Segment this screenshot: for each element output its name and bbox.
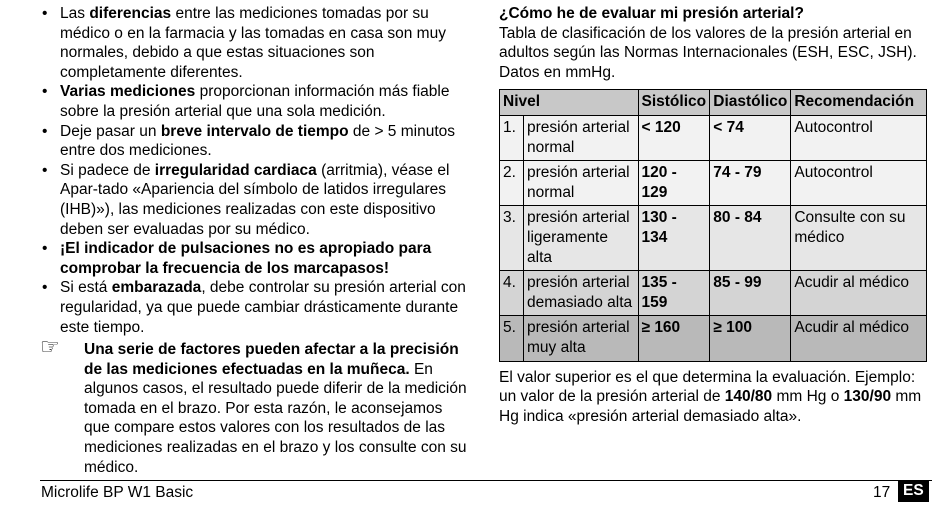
header-recomendacion: Recomendación: [791, 90, 927, 116]
item-text: de > 5 minutos entre dos mediciones.: [60, 122, 456, 160]
header-nivel: Nivel: [500, 90, 639, 116]
row-sistolico: 135 - 159: [638, 271, 710, 316]
classification-table: [499, 89, 927, 361]
item-text: Si está: [60, 279, 112, 297]
item-bold: embarazada: [111, 279, 202, 297]
right-column: [499, 4, 931, 426]
list-item: [40, 278, 470, 337]
row-nivel: presión arterial muy alta: [524, 316, 639, 361]
footer-product: Microlife BP W1 Basic: [41, 484, 194, 501]
left-column: [40, 4, 470, 477]
row-recomendacion: Consulte con su médico: [791, 206, 927, 271]
bullet-icon: •: [42, 83, 48, 101]
header-diastolico: Diastólico: [710, 90, 791, 116]
table-row: [500, 316, 927, 361]
tips-list: [40, 4, 470, 337]
row-nivel: presión arterial demasiado alta: [524, 271, 639, 316]
footer-divider: [40, 480, 932, 481]
item-text: Deje pasar un: [60, 122, 161, 140]
row-recomendacion: Autocontrol: [791, 161, 927, 206]
row-number: 3.: [500, 206, 524, 271]
intro-text: Tabla de clasificación de los valores de la presión arterial en adultos según las Normas Internacionales (ESH, ESC, JSH). Datos en mmHg.: [499, 24, 917, 81]
list-item: [40, 82, 470, 121]
table-row: [500, 271, 927, 316]
bullet-icon: •: [42, 122, 48, 140]
bullet-icon: •: [42, 161, 48, 179]
item-text: proporcionan información más fiable sobre la presión arterial que una sola medición.: [60, 83, 450, 120]
row-diastolico: ≥ 100: [710, 316, 791, 361]
row-recomendacion: Autocontrol: [791, 115, 927, 160]
table-row: [500, 206, 927, 271]
row-number: 4.: [500, 271, 524, 316]
item-text: Si padece de: [60, 161, 155, 179]
row-diastolico: 74 - 79: [710, 161, 791, 206]
list-item: [40, 4, 470, 82]
table-row: [500, 115, 927, 160]
row-diastolico: 85 - 99: [710, 271, 791, 316]
note-block: [40, 334, 470, 477]
item-bold: diferencias: [89, 5, 172, 22]
row-nivel: presión arterial normal: [524, 115, 639, 160]
row-sistolico: < 120: [638, 115, 710, 160]
item-bold: Varias mediciones: [60, 83, 196, 101]
pointing-hand-icon: ☞: [40, 334, 60, 360]
note-text: En algunos casos, el resultado puede diferir de la medición tomada en el brazo. Por esta razón, le aconsejamos que compare estos valores con los resultados de las mediciones realizadas en el brazo y los consulte con su médico.: [84, 360, 467, 476]
item-text: Las: [60, 5, 90, 22]
page-number: 17: [873, 484, 891, 501]
row-sistolico: ≥ 160: [638, 316, 710, 361]
item-text: entre las mediciones tomadas por su médico o en la farmacia y las tomadas en casa son muy normales, debido a que estas situaciones son completamente diferentes.: [60, 5, 446, 81]
row-diastolico: < 74: [710, 115, 791, 160]
table-header-row: [500, 90, 927, 116]
row-number: 1.: [500, 115, 524, 160]
row-recomendacion: Acudir al médico: [791, 271, 927, 316]
note-text: mm Hg o: [772, 388, 844, 406]
item-bold: irregularidad cardiaca: [154, 161, 317, 179]
note-bold: Una serie de factores pueden afectar a la precisión de las mediciones efectuadas en la muñeca.: [84, 341, 459, 378]
list-item: [40, 239, 470, 278]
row-nivel: presión arterial normal: [524, 161, 639, 206]
example-value: 130/90: [843, 388, 892, 406]
row-sistolico: 120 - 129: [638, 161, 710, 206]
item-text: (arritmia), véase el Apar-tado «Apariencia del símbolo de latidos irregulares (IHB)»), las mediciones realizadas con este dispositivo deben ser evaluadas por su médico.: [60, 161, 450, 238]
list-item: [40, 161, 470, 239]
language-badge: ES: [898, 481, 929, 502]
evaluation-note: [499, 368, 931, 427]
row-number: 5.: [500, 316, 524, 361]
note-text: El valor superior es el que determina la evaluación. Ejemplo: un valor de la presión arterial de: [499, 368, 916, 406]
example-value: 140/80: [724, 388, 773, 406]
list-item: [40, 122, 470, 161]
bullet-icon: •: [42, 240, 48, 258]
note-text: mm Hg indica «presión arterial demasiado alta».: [499, 388, 922, 425]
bullet-icon: •: [42, 5, 48, 22]
row-nivel: presión arterial ligeramente alta: [524, 206, 639, 271]
item-text: , debe controlar su presión arterial con regularidad, ya que puede cambiar drásticamente durante este tiempo.: [60, 279, 466, 336]
row-recomendacion: Acudir al médico: [791, 316, 927, 361]
header-sistolico: Sistólico: [638, 90, 710, 116]
item-bold: breve intervalo de tiempo: [160, 122, 349, 140]
bullet-icon: •: [42, 279, 48, 297]
section-title: ¿Cómo he de evaluar mi presión arterial?: [499, 5, 804, 22]
row-diastolico: 80 - 84: [710, 206, 791, 271]
table-row: [500, 161, 927, 206]
item-bold: ¡El indicador de pulsaciones no es apropiado para comprobar la frecuencia de los marcapasos!: [60, 240, 432, 277]
row-sistolico: 130 - 134: [638, 206, 710, 271]
row-number: 2.: [500, 161, 524, 206]
